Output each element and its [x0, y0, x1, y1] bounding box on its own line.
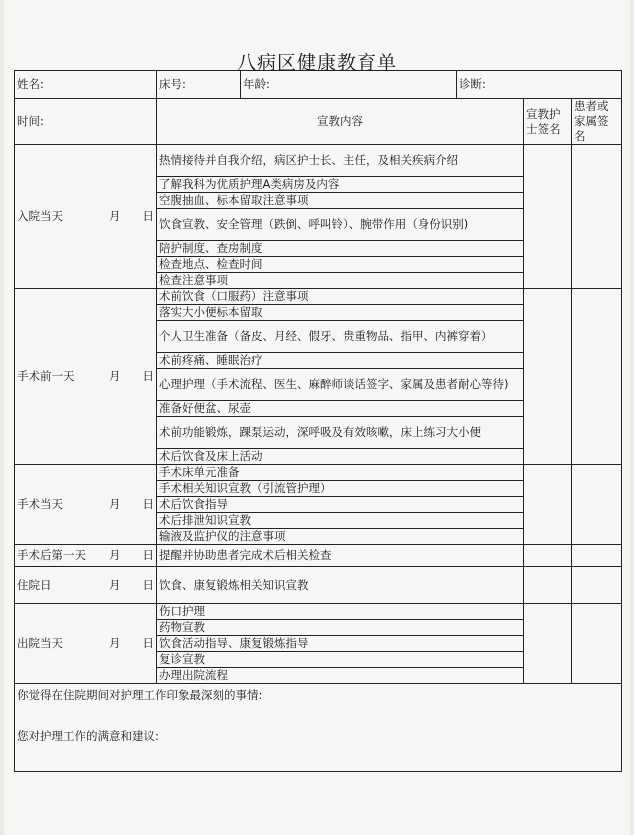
education-item-row: [15, 289, 622, 305]
education-item: 饮食、康复锻炼相关知识宣教: [157, 567, 524, 604]
day-label: 日: [142, 209, 154, 223]
nurse-signature-cell[interactable]: [524, 545, 572, 567]
patient-info-row: [15, 71, 622, 99]
sections-body: [15, 145, 622, 684]
section-time-label: 住院日: [17, 577, 52, 592]
column-header-row: [15, 99, 622, 145]
month-label: 月: [109, 369, 121, 383]
education-item-row: [15, 145, 622, 177]
education-item: 术前疼痛、睡眠治疗: [157, 353, 524, 369]
month-label: 月: [109, 548, 121, 562]
month-label: 月: [109, 577, 121, 592]
education-item: 提醒并协助患者完成术后相关检查: [157, 545, 524, 567]
section-time-label: 手术当天: [17, 497, 63, 511]
month-label: 月: [109, 636, 121, 650]
content-column-header: 宣教内容: [157, 99, 524, 145]
education-item: 术后排泄知识宣教: [157, 513, 524, 529]
education-item-row: [15, 604, 622, 620]
name-field[interactable]: 姓名:: [15, 71, 157, 99]
feedback-row: [15, 684, 622, 772]
day-label: 日: [142, 577, 154, 592]
day-label: 日: [142, 548, 154, 562]
education-item-row: [15, 465, 622, 481]
section-time-cell[interactable]: [15, 604, 157, 684]
education-item: 陪护制度、查房制度: [157, 241, 524, 257]
education-item: 输液及监护仪的注意事项: [157, 529, 524, 545]
education-item: 检查注意事项: [157, 273, 524, 289]
education-item: 个人卫生准备（备皮、月经、假牙、贵重物品、指甲、内裤穿着）: [157, 321, 524, 353]
section-time-cell[interactable]: [15, 289, 157, 465]
education-item: 手术相关知识宣教（引流管护理）: [157, 481, 524, 497]
education-item: 术后饮食指导: [157, 497, 524, 513]
education-item: 落实大小便标本留取: [157, 305, 524, 321]
education-item: 术前功能锻炼，踝泵运动，深呼吸及有效咳嗽，床上练习大小便: [157, 417, 524, 449]
nurse-signature-cell[interactable]: [524, 145, 572, 289]
time-column-header: 时间:: [15, 99, 157, 145]
nurse-signature-cell[interactable]: [524, 465, 572, 545]
education-item: 了解我科为优质护理A类病房及内容: [157, 177, 524, 193]
education-item: 伤口护理: [157, 604, 524, 620]
month-label: 月: [109, 209, 121, 223]
nurse-signature-cell[interactable]: [524, 567, 572, 604]
nurse-sign-header: 宣教护士签名: [524, 99, 572, 145]
section-time-label: 入院当天: [17, 209, 63, 223]
education-item: 药物宣教: [157, 620, 524, 636]
feedback-cell[interactable]: [15, 684, 622, 772]
feedback-question-suggestion: 您对护理工作的满意和建议:: [17, 729, 159, 743]
day-label: 日: [142, 636, 154, 650]
section-time-cell[interactable]: [15, 465, 157, 545]
education-item: 复诊宣教: [157, 652, 524, 668]
age-field[interactable]: 年龄:: [241, 71, 457, 99]
patient-signature-cell[interactable]: [572, 567, 622, 604]
form-title: 八病区健康教育单: [236, 52, 397, 74]
section-time-cell[interactable]: [15, 567, 157, 604]
education-item: 术后饮食及床上活动: [157, 449, 524, 465]
section-time-cell[interactable]: [15, 145, 157, 289]
education-item: 饮食活动指导、康复锻炼指导: [157, 636, 524, 652]
education-item: 热情接待并自我介绍，病区护士长、主任，及相关疾病介绍: [157, 145, 524, 177]
day-label: 日: [142, 369, 154, 383]
education-item: 手术床单元准备: [157, 465, 524, 481]
education-item: 心理护理（手术流程、医生、麻醉师谈话签字、家属及患者耐心等待): [157, 369, 524, 401]
section-time-label: 手术后第一天: [17, 548, 86, 562]
education-item: 检查地点、检查时间: [157, 257, 524, 273]
education-item-row: [15, 567, 622, 604]
patient-signature-cell[interactable]: [572, 604, 622, 684]
nurse-signature-cell[interactable]: [524, 289, 572, 465]
patient-sign-header: 患者或家属签名: [572, 99, 622, 145]
education-item: 术前饮食（口服药）注意事项: [157, 289, 524, 305]
section-time-label: 出院当天: [17, 636, 63, 650]
bed-field[interactable]: 床号:: [157, 71, 241, 99]
diagnosis-field[interactable]: 诊断:: [457, 71, 622, 99]
nurse-signature-cell[interactable]: [524, 604, 572, 684]
patient-signature-cell[interactable]: [572, 545, 622, 567]
month-label: 月: [109, 497, 121, 511]
patient-signature-cell[interactable]: [572, 289, 622, 465]
section-time-cell[interactable]: [15, 545, 157, 567]
section-time-label: 手术前一天: [17, 369, 75, 383]
feedback-question-impression: 你觉得在住院期间对护理工作印象最深刻的事情:: [17, 688, 263, 702]
education-item: 准备好便盆、尿壶: [157, 401, 524, 417]
day-label: 日: [142, 497, 154, 511]
education-item: 空腹抽血、标本留取注意事项: [157, 193, 524, 209]
education-item-row: [15, 545, 622, 567]
education-form-table: [14, 70, 622, 772]
education-item: 饮食宣教、安全管理（跌倒、呼叫铃）、腕带作用（身份识别): [157, 209, 524, 241]
education-item: 办理出院流程: [157, 668, 524, 684]
patient-signature-cell[interactable]: [572, 145, 622, 289]
patient-signature-cell[interactable]: [572, 465, 622, 545]
